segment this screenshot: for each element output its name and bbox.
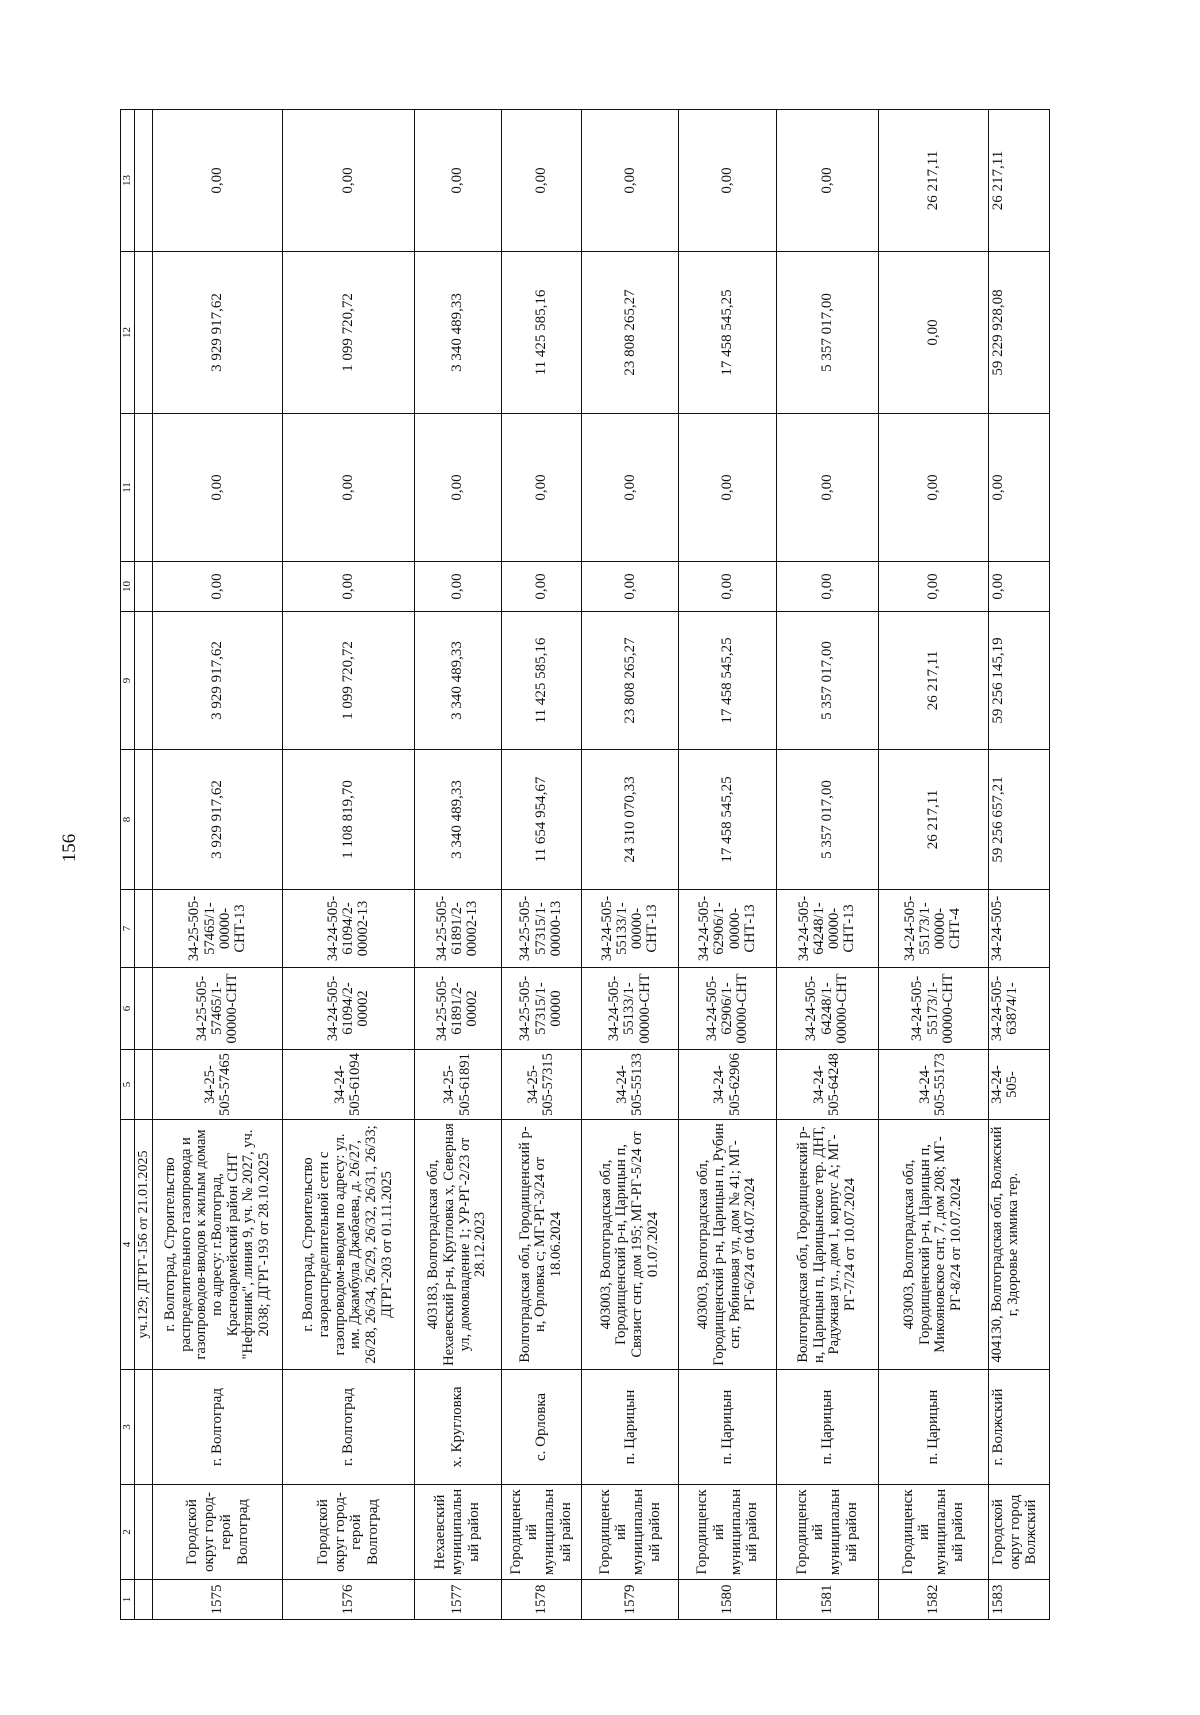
description-cell: Волгоградская обл, Городищенский р-н, Царицын п, Царицынское тер. ДНТ, Радужная ул., дом 1, корпус А; МГ-РГ-7/24 от 10.07.2024 (776, 1120, 878, 1370)
amount-cell: 1 099 720,72 (283, 252, 415, 414)
table-row (679, 110, 776, 1620)
amount-cell: 0,00 (581, 110, 678, 252)
amount-cell: 23 808 265,27 (581, 612, 678, 750)
rotated-table-container (120, 110, 1050, 1620)
amount-cell: 5 357 017,00 (776, 252, 878, 414)
page-number: 156 (59, 833, 80, 863)
col-num-8: 8 (121, 750, 135, 890)
col-num-13: 13 (121, 110, 135, 252)
col-num-5: 5 (121, 1050, 135, 1120)
table-row (501, 110, 581, 1620)
row-number: 1580 (679, 1580, 776, 1620)
settlement-cell: г. Волгоград (283, 1370, 415, 1485)
code-cell: 34-25-505-57465/1-00000-СНТ (153, 968, 283, 1050)
amount-cell: 17 458 545,25 (679, 612, 776, 750)
settlement-cell: п. Царицын (581, 1370, 678, 1485)
amount-cell: 0,00 (414, 562, 501, 612)
amount-cell: 3 929 917,62 (153, 750, 283, 890)
description-cell: г. Волгоград, Строительство распределительного газопровода и газопроводов-вводов к жилым домам по адресу: г.Волгоград, Красноармейский район СНТ "Нефтяник", линия 9, уч. № 2027, уч. 2038; ДГРГ-193 от 28.10.2025 (153, 1120, 283, 1370)
description-cell: Волгоградская обл, Городищенский р-н, Орловка с; МГ-РГ-3/24 от 18.06.2024 (501, 1120, 581, 1370)
code-cell: 34-24-505-55133/1-00000-СНТ-13 (581, 890, 678, 968)
settlement-cell: г. Волгоград (153, 1370, 283, 1485)
row-number: 1575 (153, 1580, 283, 1620)
amount-cell: 5 357 017,00 (776, 750, 878, 890)
col-num-4: 4 (121, 1120, 135, 1370)
amount-cell: 0,00 (776, 414, 878, 562)
description-cell: 403003, Волгоградская обл, Городищенский р-н, Царицын п, Микояновское снт, 7, дом 208; МГ-РГ-8/24 от 10.07.2024 (878, 1120, 988, 1370)
code-cell: 34-24-505-63874/1- (988, 968, 1049, 1050)
amount-cell: 0,00 (414, 414, 501, 562)
description-cell: 404130, Волгоградская обл, Волжский г, Здоровье химика тер. (988, 1120, 1049, 1370)
amount-cell: 0,00 (501, 562, 581, 612)
amount-cell: 11 425 585,16 (501, 612, 581, 750)
code-cell: 34-24-505-55133/1-00000-СНТ (581, 968, 678, 1050)
amount-cell: 0,00 (679, 110, 776, 252)
code-cell: 34-25-505-57315/1-00000 (501, 968, 581, 1050)
code-cell: 34-24-505-64248/1-00000-СНТ (776, 968, 878, 1050)
amount-cell: 0,00 (501, 110, 581, 252)
amount-cell: 0,00 (679, 562, 776, 612)
municipality-cell: Нехаевский муниципальный район (414, 1485, 501, 1580)
row-number: 1579 (581, 1580, 678, 1620)
row-number: 1583 (988, 1580, 1049, 1620)
amount-cell: 24 310 070,33 (581, 750, 678, 890)
amount-cell: 0,00 (776, 110, 878, 252)
data-table (120, 109, 1050, 1620)
code-cell: 34-24-505- (988, 890, 1049, 968)
code-cell: 34-24-505-55173/1-00000-СНТ-4 (878, 890, 988, 968)
col-num-9: 9 (121, 612, 135, 750)
description-cell: 403003, Волгоградская обл, Городищенский р-н, Царицын п, Рубин снт, Рябиновая ул, дом № 41; МГ-РГ-6/24 от 04.07.2024 (679, 1120, 776, 1370)
row-number: 1582 (878, 1580, 988, 1620)
col-num-2: 2 (121, 1485, 135, 1580)
code-cell: 34-24-505-64248 (776, 1050, 878, 1120)
amount-cell: 0,00 (878, 252, 988, 414)
amount-cell: 0,00 (153, 110, 283, 252)
municipality-cell: Городищенский муниципальный район (581, 1485, 678, 1580)
amount-cell: 0,00 (153, 562, 283, 612)
description-cell: г. Волгоград, Строительство газораспределительной сети с газопроводом-вводом по адресу: ул. им. Джамбула Джабаева, д. 26/27, 26/28, 26/34, 26/29, 26/32, 26/31, 26/33; ДГРГ-203 от 01.11.2025 (283, 1120, 415, 1370)
code-cell: 34-25-505-61891 (414, 1050, 501, 1120)
amount-cell: 26 217,11 (878, 750, 988, 890)
code-cell: 34-25-505-57315/1-00000-13 (501, 890, 581, 968)
code-cell: 34-24-505-62906 (679, 1050, 776, 1120)
settlement-cell: х. Кругловка (414, 1370, 501, 1485)
amount-cell: 11 425 585,16 (501, 252, 581, 414)
settlement-cell: п. Царицын (776, 1370, 878, 1485)
description-cell: 403003, Волгоградская обл, Городищенский р-н, Царицын п, Связист снт, дом 195; МГ-РГ-5/24 от 01.07.2024 (581, 1120, 678, 1370)
settlement-cell: г. Волжский (988, 1370, 1049, 1485)
code-cell: 34-25-505-57315 (501, 1050, 581, 1120)
amount-cell: 0,00 (501, 414, 581, 562)
amount-cell: 17 458 545,25 (679, 252, 776, 414)
code-cell: 34-24-505-62906/1-00000-СНТ-13 (679, 890, 776, 968)
table-row (878, 110, 988, 1620)
municipality-cell: Городищенский муниципальный район (776, 1485, 878, 1580)
code-cell: 34-24-505-55173/1-00000-СНТ (878, 968, 988, 1050)
code-cell: 34-25-505-57465 (153, 1050, 283, 1120)
municipality-cell: Городищенский муниципальный район (501, 1485, 581, 1580)
amount-cell: 0,00 (581, 562, 678, 612)
amount-cell: 59 229 928,08 (988, 252, 1049, 414)
amount-cell: 59 256 145,19 (988, 612, 1049, 750)
amount-cell: 11 654 954,67 (501, 750, 581, 890)
code-cell: 34-24-505-61094 (283, 1050, 415, 1120)
continuation-text: уч.129; ДГРГ-156 от 21.01.2025 (135, 1120, 153, 1370)
amount-cell: 0,00 (283, 414, 415, 562)
settlement-cell: п. Царицын (878, 1370, 988, 1485)
table-row (283, 110, 415, 1620)
municipality-cell: Городской округ город-герой Волгоград (153, 1485, 283, 1580)
amount-cell: 26 217,11 (878, 612, 988, 750)
amount-cell: 0,00 (153, 414, 283, 562)
code-cell: 34-25-505-57465/1-00000-СНТ-13 (153, 890, 283, 968)
row-number: 1577 (414, 1580, 501, 1620)
amount-cell: 17 458 545,25 (679, 750, 776, 890)
code-cell: 34-24-505-55133 (581, 1050, 678, 1120)
amount-cell: 0,00 (283, 562, 415, 612)
amount-cell: 0,00 (414, 110, 501, 252)
amount-cell: 5 357 017,00 (776, 612, 878, 750)
amount-cell: 3 929 917,62 (153, 612, 283, 750)
amount-cell: 23 808 265,27 (581, 252, 678, 414)
amount-cell: 26 217,11 (988, 110, 1049, 252)
col-num-10: 10 (121, 562, 135, 612)
col-num-7: 7 (121, 890, 135, 968)
municipality-cell: Городищенский муниципальный район (878, 1485, 988, 1580)
amount-cell: 0,00 (283, 110, 415, 252)
col-num-3: 3 (121, 1370, 135, 1485)
continuation-row (135, 110, 153, 1620)
table-row (414, 110, 501, 1620)
amount-cell: 0,00 (988, 414, 1049, 562)
code-cell: 34-25-505-61891/2-00002-13 (414, 890, 501, 968)
municipality-cell: Городской округ город-герой Волгоград (283, 1485, 415, 1580)
col-num-6: 6 (121, 968, 135, 1050)
settlement-cell: с. Орловка (501, 1370, 581, 1485)
amount-cell: 26 217,11 (878, 110, 988, 252)
municipality-cell: Городской округ город Волжский (988, 1485, 1049, 1580)
code-cell: 34-24-505-55173 (878, 1050, 988, 1120)
row-number: 1578 (501, 1580, 581, 1620)
col-num-12: 12 (121, 252, 135, 414)
municipality-cell: Городищенский муниципальный район (679, 1485, 776, 1580)
amount-cell: 0,00 (679, 414, 776, 562)
table-row (581, 110, 678, 1620)
code-cell: 34-24-505-61094/2-00002 (283, 968, 415, 1050)
code-cell: 34-24-505-61094/2-00002-13 (283, 890, 415, 968)
amount-cell: 1 099 720,72 (283, 612, 415, 750)
amount-cell: 3 340 489,33 (414, 252, 501, 414)
table-row (153, 110, 283, 1620)
code-cell: 34-24-505-64248/1-00000-СНТ-13 (776, 890, 878, 968)
code-cell: 34-25-505-61891/2-00002 (414, 968, 501, 1050)
code-cell: 34-24-505-62906/1-00000-СНТ (679, 968, 776, 1050)
amount-cell: 3 340 489,33 (414, 612, 501, 750)
code-cell: 34-24-505- (988, 1050, 1049, 1120)
amount-cell: 0,00 (878, 414, 988, 562)
col-num-11: 11 (121, 414, 135, 562)
description-cell: 403183, Волгоградская обл, Нехаевский р-н, Кругловка х, Северная ул, домовладение 1; УР-РГ-2/23 от 28.12.2023 (414, 1120, 501, 1370)
amount-cell: 3 340 489,33 (414, 750, 501, 890)
amount-cell: 0,00 (878, 562, 988, 612)
row-number: 1576 (283, 1580, 415, 1620)
column-number-row (121, 110, 135, 1620)
col-num-1: 1 (121, 1580, 135, 1620)
amount-cell: 0,00 (988, 562, 1049, 612)
amount-cell: 1 108 819,70 (283, 750, 415, 890)
amount-cell: 3 929 917,62 (153, 252, 283, 414)
table-row (988, 110, 1049, 1620)
table-row (776, 110, 878, 1620)
amount-cell: 59 256 657,21 (988, 750, 1049, 890)
amount-cell: 0,00 (776, 562, 878, 612)
settlement-cell: п. Царицын (679, 1370, 776, 1485)
row-number: 1581 (776, 1580, 878, 1620)
amount-cell: 0,00 (581, 414, 678, 562)
